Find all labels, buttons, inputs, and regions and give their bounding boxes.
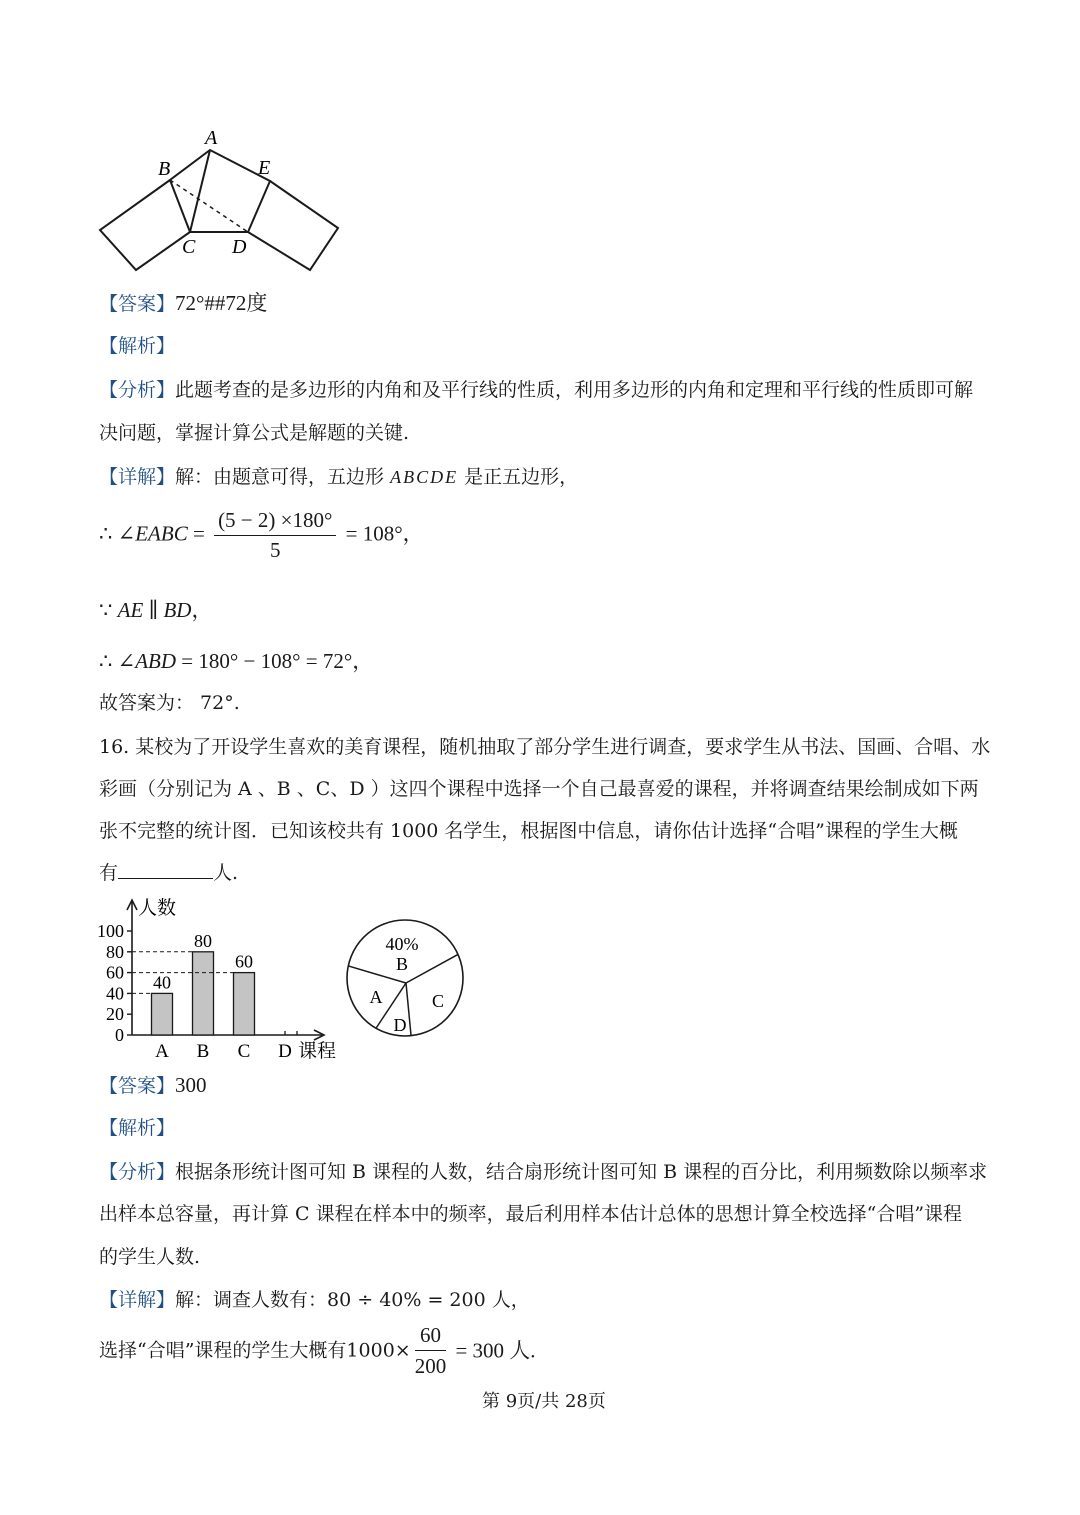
answer-tag: 【答案】 xyxy=(99,293,176,315)
fenxi-text-1: 此题考查的是多边形的内角和及平行线的性质，利用多边形的内角和定理和平行线的性质即可解 xyxy=(175,379,974,401)
pie-chart xyxy=(340,915,470,1045)
q16-xiangjie xyxy=(99,1287,530,1313)
pie-divider xyxy=(406,954,458,983)
eq1 xyxy=(99,508,424,563)
label-b: B xyxy=(158,158,171,180)
bar-b xyxy=(193,952,214,1035)
final-numerator: 60 xyxy=(415,1322,447,1351)
bar-chart xyxy=(90,890,350,1070)
pie-percent-label: 40% xyxy=(385,934,419,954)
bar-ylabel: 人数 xyxy=(138,898,177,919)
x-tick-label: D xyxy=(278,1041,292,1062)
q16-final xyxy=(99,1322,536,1379)
pie-divider xyxy=(406,983,411,1036)
label-a: A xyxy=(205,127,218,149)
q15-fenxi-1 xyxy=(99,377,973,403)
fenxi-tag-2: 【分析】 xyxy=(99,1161,176,1183)
q15-fenxi-2: 决问题，掌握计算公式是解题的关键. xyxy=(99,422,410,444)
bar-a xyxy=(152,993,173,1035)
y-tick-label: 100 xyxy=(97,921,124,941)
q16-line-4a: 有 xyxy=(99,862,119,884)
q16-line-4b: 人. xyxy=(213,862,239,884)
eq1-prefix: ∴ ∠ xyxy=(99,521,136,546)
xiangjie-text-1: 解：由题意可得，五边形 xyxy=(175,466,385,488)
y-tick-label: 40 xyxy=(106,983,124,1004)
fenxi-tag: 【分析】 xyxy=(99,379,176,401)
pentagon-figure xyxy=(90,120,350,280)
eq1-angle: EABC xyxy=(135,521,188,546)
pie-slice-label-c: C xyxy=(431,991,445,1011)
x-tick-label: B xyxy=(196,1041,210,1062)
q15-answer xyxy=(99,290,267,317)
final-denominator: 200 xyxy=(414,1354,447,1378)
pie-slice-label-d: D xyxy=(393,1015,407,1035)
eq3-angle: ABD xyxy=(135,649,177,673)
page-footer: 第 9页/共 28页 xyxy=(482,1391,606,1412)
eq1-denominator: 5 xyxy=(269,538,281,562)
bar-value-label: 40 xyxy=(153,972,171,993)
q15-xiangjie xyxy=(99,464,578,490)
q16-answer xyxy=(99,1072,207,1099)
label-c: C xyxy=(182,236,196,258)
answer-blank xyxy=(118,860,213,879)
bar-c xyxy=(234,973,255,1035)
eq3 xyxy=(99,645,373,675)
xiangjie-tag-2: 【详解】 xyxy=(99,1289,176,1311)
pie-slice-label-b: B xyxy=(395,954,409,974)
y-tick-label: 0 xyxy=(115,1025,124,1045)
q16-analysis-tag: 【解析】 xyxy=(99,1117,176,1139)
q16-line-1: 16. 某校为了开设学生喜欢的美育课程，随机抽取了部分学生进行调查，要求学生从书法、国画、合唱、水 xyxy=(99,736,991,758)
eq1-eq: = xyxy=(187,521,211,546)
answer-text: 72°##72度 xyxy=(175,291,268,315)
fenxi-text-2-1: 根据条形统计图可知 B 课程的人数，结合扇形统计图可知 B 课程的百分比，利用频数除以频率求 xyxy=(175,1161,988,1183)
eq3-body: = 180° − 108° = 72°， xyxy=(176,649,374,673)
eq2-body: AE ∥ BD xyxy=(117,598,192,622)
y-tick-label: 80 xyxy=(106,941,124,962)
label-e: E xyxy=(258,157,271,179)
q15-final: 故答案为： 72°. xyxy=(99,692,240,714)
xiangjie-tag: 【详解】 xyxy=(99,466,176,488)
eq2 xyxy=(99,594,212,624)
x-tick-label: A xyxy=(155,1041,169,1062)
y-tick-label: 20 xyxy=(106,1004,124,1025)
eq3-prefix: ∴ ∠ xyxy=(99,649,136,673)
y-tick-label: 60 xyxy=(106,962,124,983)
q16-line-2: 彩画（分别记为 A 、B 、C、D ）这四个课程中选择一个自己最喜爱的课程，并将调查结果绘制成如下两 xyxy=(99,778,979,800)
label-d: D xyxy=(232,236,247,258)
bar-value-label: 60 xyxy=(235,951,253,972)
q16-line-4 xyxy=(99,860,238,886)
final-prefix: 选择“合唱”课程的学生大概有1000× xyxy=(99,1339,411,1362)
eq1-numerator: (5 − 2) ×180° xyxy=(214,508,336,536)
x-tick-label: C xyxy=(237,1041,251,1062)
answer-tag-2: 【答案】 xyxy=(99,1075,176,1097)
q16-fenxi-1 xyxy=(99,1159,987,1185)
eq2-prefix: ∵ xyxy=(99,598,118,622)
answer-text-2: 300 xyxy=(175,1073,207,1097)
pie-slice-label-a: A xyxy=(369,987,383,1007)
xiangjie-text-2b: 解：调查人数有：80 ÷ 40% = 200 人， xyxy=(175,1289,530,1311)
bar-xlabel: 课程 xyxy=(298,1041,337,1062)
q16-fenxi-2: 出样本总容量，再计算 C 课程在样本中的频率，最后利用样本估计总体的思想计算全校选择“合唱”课程 xyxy=(99,1203,963,1225)
eq1-result: = 108°， xyxy=(340,521,424,546)
bar-value-label: 80 xyxy=(194,930,212,951)
q16-fenxi-3: 的学生人数. xyxy=(99,1246,201,1268)
eq2-suffix: ， xyxy=(191,598,213,622)
pentagon-name: ABCDE xyxy=(390,467,459,487)
q16-line-3: 张不完整的统计图．已知该校共有 1000 名学生，根据图中信息，请你估计选择“合唱”课程的学生大概 xyxy=(99,820,958,842)
final-suffix: = 300 人. xyxy=(450,1338,536,1363)
eq1-fraction xyxy=(214,508,336,563)
xiangjie-text-2: 是正五边形， xyxy=(464,466,579,488)
final-fraction xyxy=(415,1322,447,1379)
q15-analysis-tag: 【解析】 xyxy=(99,335,176,357)
